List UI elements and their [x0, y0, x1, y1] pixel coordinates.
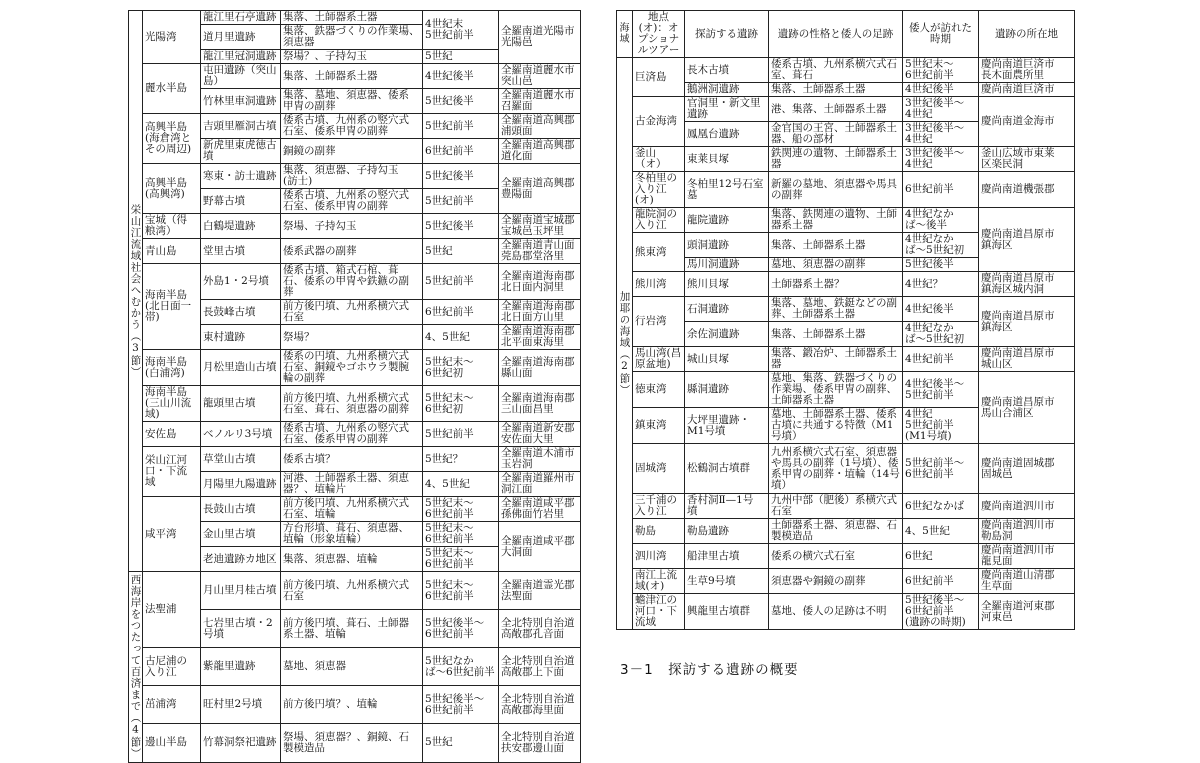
sea-area: 巨済島: [633, 58, 685, 97]
site-character: 倭系古墳、九州系横穴式石 室、葺石: [769, 58, 903, 83]
site-location: 全羅南道木浦市 玉岩洞: [499, 447, 581, 472]
sea-area: 高興半島 (海倉湾と その周辺): [143, 114, 201, 164]
site-character: 銅鏡の副葬: [281, 139, 423, 164]
site-row: [129, 648, 581, 686]
header-sea: 海域: [617, 11, 633, 58]
site-name: 熊川貝塚: [685, 272, 769, 297]
sea-area: 茁浦湾: [143, 686, 201, 724]
site-name: 鳳凰台遺跡: [685, 122, 769, 147]
site-character: 墓地、土師器系土器、倭系 古墳に共通する特徴（M1 号墳）: [769, 408, 903, 444]
site-location: 全羅南道高興郡 道化面: [499, 139, 581, 164]
visit-period: 6世紀前半: [903, 569, 979, 594]
site-location: 全羅南道海南郡 北日面方山里: [499, 300, 581, 325]
site-name: 松鶴洞古墳群: [685, 444, 769, 494]
visit-period: 6世紀なかば: [903, 494, 979, 519]
site-name: 興龍里古墳群: [685, 594, 769, 630]
sea-area: 古金海湾: [633, 97, 685, 147]
site-location: 全羅南道麗水市 突山邑: [499, 64, 581, 89]
site-character: 集落、鉄関連の遺物、土師 器系土器: [769, 208, 903, 233]
site-location: 慶尚南道泗川市 龍見面: [979, 544, 1075, 569]
sea-area: 高興半島 (高興湾): [143, 164, 201, 214]
site-location: 慶尚南道泗川市 勒島洞: [979, 519, 1075, 544]
site-location: 全北特別自治道 高敞郡上下面: [499, 648, 581, 686]
site-character: 墓地、須恵器: [281, 648, 423, 686]
site-name: 鵝洲洞遺跡: [685, 83, 769, 97]
visit-period: 4、5世紀: [903, 519, 979, 544]
site-character: 墓地、集落、鉄器づくりの 作業場、倭系甲冑の副葬、 土師器系土器: [769, 372, 903, 408]
site-name: 城山貝塚: [685, 347, 769, 372]
site-character: 祭場？、子持勾玉: [281, 50, 423, 64]
site-name: 屯田遺跡（突山島）: [201, 64, 281, 89]
site-row: [617, 347, 1075, 372]
site-location: 慶尚南道昌原市 馬山合浦区: [979, 372, 1075, 444]
visit-period: 4世紀前半: [903, 347, 979, 372]
visit-period: 4世紀なか ば〜後半: [903, 208, 979, 233]
site-name: 官洞里・新文里 遺跡: [685, 97, 769, 122]
site-character: 集落、鉄器づくりの作業場、 須恵器: [281, 25, 423, 50]
sea-area: 龍院洞の 入り江: [633, 208, 685, 233]
visit-period: 4世紀後半: [903, 83, 979, 97]
site-location: 全羅南道咸平郡 孫佛面竹岩里: [499, 497, 581, 522]
visit-period: 5世紀前半〜 6世紀前半: [903, 444, 979, 494]
site-name: 長鼓峰古墳: [201, 300, 281, 325]
visit-period: 5世紀末〜 6世紀前半: [423, 522, 499, 547]
site-row: [129, 447, 581, 472]
site-name: 石洞遺跡: [685, 297, 769, 322]
visit-period: 5世紀後半: [423, 214, 499, 239]
site-name: 香村洞Ⅱ—1号 墳: [685, 494, 769, 519]
site-name: 東莱貝塚: [685, 147, 769, 172]
sea-area: 熊川湾: [633, 272, 685, 297]
site-character: 土師器系土器？: [769, 272, 903, 297]
site-row: [617, 544, 1075, 569]
visit-period: 5世紀後半: [423, 89, 499, 114]
site-location: 全羅南道羅州市 洞江面: [499, 472, 581, 497]
visit-period: 5世紀末〜 6世紀前半: [423, 497, 499, 522]
visit-period: 5世紀？: [423, 447, 499, 472]
site-character: 前方後円墳、九州系横穴式 石室、埴輪: [281, 497, 423, 522]
site-character: 倭系古墳、九州系の竪穴式 石室、倭系甲冑の副葬: [281, 189, 423, 214]
site-row: [129, 239, 581, 264]
site-character: 鉄関連の遺物、土師器系土 器: [769, 147, 903, 172]
site-character: 前方後円墳、九州系横穴式 石室: [281, 572, 423, 610]
site-location: 慶尚南道山清郡 生草面: [979, 569, 1075, 594]
site-character: 祭場、子持勾玉: [281, 214, 423, 239]
site-character: 倭系古墳、九州系の竪穴式 石室、倭系甲冑の副葬: [281, 422, 423, 447]
visit-period: 4世紀？: [903, 272, 979, 297]
visit-period: 5世紀なか ば〜6世紀前半: [423, 648, 499, 686]
site-character: 集落、土師器系土器: [769, 83, 903, 97]
site-name: ベノルリ3号墳: [201, 422, 281, 447]
site-row: [617, 569, 1075, 594]
visit-period: 5世紀後半: [423, 164, 499, 189]
site-character: 港、集落、土師器系土器: [769, 97, 903, 122]
site-character: 倭系武器の副葬: [281, 239, 423, 264]
site-character: 土師器系土器、須恵器、石 製模造品: [769, 519, 903, 544]
site-character: 須恵器や銅鏡の副葬: [769, 569, 903, 594]
site-location: 全羅南道河東郡 河東邑: [979, 594, 1075, 630]
visit-period: 4世紀後半〜 5世紀前半: [903, 372, 979, 408]
site-location: 全羅南道青山面 莞島郡堂洛里: [499, 239, 581, 264]
site-name: 馬川洞遺跡: [685, 258, 769, 272]
site-row: [617, 83, 1075, 97]
visit-period: 4、5世紀: [423, 472, 499, 497]
site-name: 縣洞遺跡: [685, 372, 769, 408]
site-character: 前方後円墳、九州系横穴式 石室、葺石、須恵器の副葬: [281, 386, 423, 422]
site-location: 慶尚南道泗川市: [979, 494, 1075, 519]
site-location: 全北特別自治道 高敞郡孔音面: [499, 610, 581, 648]
site-name: 金山里古墳: [201, 522, 281, 547]
visit-period: 6世紀前半: [423, 300, 499, 325]
site-row: [617, 172, 1075, 208]
header-period: 倭人が訪れた 時期: [903, 11, 979, 58]
site-row: [129, 724, 581, 762]
visit-period: 5世紀末〜 6世紀前半: [423, 547, 499, 572]
site-name: 冬柏里12号石室 墓: [685, 172, 769, 208]
site-row: [617, 519, 1075, 544]
site-name: 月松里造山古墳: [201, 350, 281, 386]
right-sites-table: [616, 10, 1075, 630]
site-name: 勒島遺跡: [685, 519, 769, 544]
site-character: 集落、土師器系土器: [769, 322, 903, 347]
site-character: 集落、須恵器、埴輪: [281, 547, 423, 572]
site-name: 新虎里東虎徳古墳: [201, 139, 281, 164]
site-location: 全北特別自治道 扶安郡邊山面: [499, 724, 581, 762]
site-character: 集落、鍛冶炉、土師器系土 器: [769, 347, 903, 372]
site-location: 全羅南道新安郡 安佐面大里: [499, 422, 581, 447]
visit-period: 5世紀: [423, 724, 499, 762]
site-character: 倭系古墳、箱式石棺、葺 石、倭系の甲冑や鉄鏃の副 葬: [281, 264, 423, 300]
visit-period: 5世紀末〜 6世紀前半: [903, 58, 979, 83]
region-label: 栄山江流域社会へむかう（3節）: [129, 11, 143, 572]
sea-area: 熊東湾: [633, 233, 685, 272]
sea-area: 光陽湾: [143, 11, 201, 64]
site-name: 竹幕洞祭祀遺跡: [201, 724, 281, 762]
site-name: 月山里月桂古墳: [201, 572, 281, 610]
site-name: 頭洞遺跡: [685, 233, 769, 258]
site-row: [129, 264, 581, 300]
visit-period: 4世紀後半: [423, 64, 499, 89]
sea-area: 三千浦の 入り江: [633, 494, 685, 519]
site-location: 慶尚南道昌原市 鎮海区城内洞: [979, 272, 1075, 297]
site-row: [617, 444, 1075, 494]
visit-period: 4世紀なか ば〜5世紀初: [903, 322, 979, 347]
site-location: 全羅南道海南郡 縣山面: [499, 350, 581, 386]
left-sites-table: [128, 10, 581, 763]
site-location: 全羅南道海南郡 北日面内洞里: [499, 264, 581, 300]
site-character: 前方後円墳？、埴輪: [281, 686, 423, 724]
visit-period: 6世紀: [903, 544, 979, 569]
site-row: [617, 147, 1075, 172]
site-name: 旺村里2号墳: [201, 686, 281, 724]
visit-period: 4世紀後半: [903, 297, 979, 322]
visit-period: 4、5世紀: [423, 325, 499, 350]
site-name: 竹林里車洞遺跡: [201, 89, 281, 114]
site-character: 前方後円墳、九州系横穴式 石室: [281, 300, 423, 325]
sea-area: 海南半島 (三山川流 域): [143, 386, 201, 422]
visit-period: 5世紀後半〜 6世紀前半 (遺跡の時期): [903, 594, 979, 630]
site-location: 慶尚南道巨済市: [979, 83, 1075, 97]
site-location: 慶尚南道昌原市 城山区: [979, 347, 1075, 372]
site-character: 集落、墓地、須恵器、倭系 甲冑の副葬: [281, 89, 423, 114]
site-character: 倭系の横穴式石室: [769, 544, 903, 569]
site-row: [129, 114, 581, 139]
site-name: 吉頭里雁洞古墳: [201, 114, 281, 139]
site-name: 龍江里石亭遺跡: [201, 11, 281, 25]
site-location: 全北特別自治道 高敞郡海里面: [499, 686, 581, 724]
site-character: 倭系古墳？: [281, 447, 423, 472]
visit-period: 5世紀後半: [903, 258, 979, 272]
sea-area: 宝城（得 粮湾）: [143, 214, 201, 239]
visit-period: 5世紀: [423, 239, 499, 264]
site-character: 集落、土師器系土器: [769, 233, 903, 258]
sea-area: 馬山湾(昌 原盆地): [633, 347, 685, 372]
site-name: 七岩里古墳・2 号墳: [201, 610, 281, 648]
visit-period: 3世紀後半〜 4世紀: [903, 147, 979, 172]
site-row: [617, 594, 1075, 630]
site-character: 倭系古墳、九州系の竪穴式 石室、倭系甲冑の副葬: [281, 114, 423, 139]
site-character: 祭場？: [281, 325, 423, 350]
site-name: 老迪遺跡カ地区: [201, 547, 281, 572]
visit-period: 4世紀 5世紀前半 (M1号墳): [903, 408, 979, 444]
site-name: 堂里古墳: [201, 239, 281, 264]
header-point: 地点 (オ)：オ プショナ ルツアー: [633, 11, 685, 58]
site-location: 全羅南道霊光郡 法聖面: [499, 572, 581, 610]
sea-area: 鎮東湾: [633, 408, 685, 444]
site-row: [129, 572, 581, 610]
sea-area: 徳東湾: [633, 372, 685, 408]
site-name: 龍江里冠洞遺跡: [201, 50, 281, 64]
sea-area: 咸平湾: [143, 497, 201, 572]
sea-area: 蟾津江の 河口・下 流域: [633, 594, 685, 630]
site-character: 河港、土師器系土器、須恵 器？、埴輪片: [281, 472, 423, 497]
figure-caption: 3－1 探訪する遺跡の概要: [620, 662, 799, 678]
site-row: [617, 97, 1075, 122]
sea-area: 古尼浦の 入り江: [143, 648, 201, 686]
visit-period: 5世紀後半〜 6世紀前半: [423, 610, 499, 648]
site-character: 集落、土師器系土器: [281, 64, 423, 89]
sea-area: 固城湾: [633, 444, 685, 494]
sea-area: 安佐島: [143, 422, 201, 447]
site-name: 白鶴堤遺跡: [201, 214, 281, 239]
site-name: 草堂山古墳: [201, 447, 281, 472]
sea-area: 海南半島 (北日面一 帯): [143, 264, 201, 350]
site-location: 慶尚南道金海市: [979, 97, 1075, 147]
site-name: 長木古墳: [685, 58, 769, 83]
site-location: 慶尚南道巨済市 長木面農所里: [979, 58, 1075, 83]
site-row: [129, 214, 581, 239]
visit-period: 5世紀前半: [423, 189, 499, 214]
visit-period: 3世紀後半〜 4世紀: [903, 122, 979, 147]
visit-period: 5世紀前半: [423, 114, 499, 139]
site-location: 釜山広域市東莱 区楽民洞: [979, 147, 1075, 172]
site-row: [129, 64, 581, 89]
site-name: 余佐洞遺跡: [685, 322, 769, 347]
visit-period: 5世紀末〜 6世紀初: [423, 350, 499, 386]
header-location: 遺跡の所在地: [979, 11, 1075, 58]
site-character: 九州系横穴式石室、須恵器 や馬具の副葬（1号墳）、倭 系甲冑の副葬・埴輪（14号 墳）: [769, 444, 903, 494]
sea-area: 泗川湾: [633, 544, 685, 569]
site-row: [129, 422, 581, 447]
site-character: 集落、土師器系土器: [281, 11, 423, 25]
site-character: 九州中部（肥後）系横穴式 石室: [769, 494, 903, 519]
header-site: 探訪する遺跡: [685, 11, 769, 58]
site-character: 墓地、須恵器の副葬: [769, 258, 903, 272]
site-row: [129, 350, 581, 386]
visit-period: 6世紀前半: [903, 172, 979, 208]
site-location: 慶尚南道昌原市 鎮海区: [979, 208, 1075, 272]
header-row: [617, 11, 1075, 58]
site-location: 全羅南道海南郡 北平面東海里: [499, 325, 581, 350]
site-location: 全羅南道咸平郡 大洞面: [499, 522, 581, 572]
visit-period: 5世紀: [423, 50, 499, 64]
sea-area: 法聖浦: [143, 572, 201, 648]
site-row: [129, 164, 581, 189]
site-name: 紫龍里遺跡: [201, 648, 281, 686]
sea-area: 邊山半島: [143, 724, 201, 762]
site-name: 外島1・2号墳: [201, 264, 281, 300]
site-name: 野幕古墳: [201, 189, 281, 214]
header-character: 遺跡の性格と倭人の足跡: [769, 11, 903, 58]
visit-period: 5世紀前半: [423, 422, 499, 447]
visit-period: 5世紀前半: [423, 264, 499, 300]
visit-period: 5世紀後半〜 6世紀前半: [423, 686, 499, 724]
site-location: 慶尚南道昌原市 鎮海区: [979, 297, 1075, 347]
site-location: 慶尚南道機張郡: [979, 172, 1075, 208]
site-location: 全羅南道麗水市 召羅面: [499, 89, 581, 114]
site-location: 全羅南道海南郡 三山面昌里: [499, 386, 581, 422]
site-name: 月陽里九陽遺跡: [201, 472, 281, 497]
site-character: 集落、墓地、鉄鋌などの副 葬、土師器系土器: [769, 297, 903, 322]
site-row: [617, 208, 1075, 233]
site-row: [129, 11, 581, 25]
site-row: [129, 386, 581, 422]
site-name: 大坪里遺跡・ M1号墳: [685, 408, 769, 444]
site-name: 龍頭里古墳: [201, 386, 281, 422]
site-character: 方台形墳、葺石、須恵器、 埴輪（形象埴輪）: [281, 522, 423, 547]
visit-period: 6世紀前半: [423, 139, 499, 164]
site-character: 倭系の円墳、九州系横穴式 石室、銅鏡やゴホウラ製腕 輪の副葬: [281, 350, 423, 386]
visit-period: 5世紀末〜 6世紀初: [423, 386, 499, 422]
site-character: 新羅の墓地、須恵器や馬具 の副葬: [769, 172, 903, 208]
site-row: [617, 494, 1075, 519]
visit-period: 5世紀末〜 6世紀前半: [423, 572, 499, 610]
sea-area: 冬柏里の 入り江(オ): [633, 172, 685, 208]
visit-period: 3世紀後半〜 4世紀: [903, 97, 979, 122]
site-character: 金官国の王宮、土師器系土 器、船の部材: [769, 122, 903, 147]
site-location: 慶尚南道固城郡 固城邑: [979, 444, 1075, 494]
sea-area: 行岩湾: [633, 297, 685, 347]
site-location: 全羅南道高興郡 豊陽面: [499, 164, 581, 214]
site-row: [617, 297, 1075, 322]
sea-area: 南江上流 域(オ): [633, 569, 685, 594]
site-character: 集落、須恵器、子持勾玉 (訪士): [281, 164, 423, 189]
site-character: 祭場、須恵器？、銅鏡、石 製模造品: [281, 724, 423, 762]
site-row: [129, 686, 581, 724]
site-location: 全羅南道宝城郡 宝城邑玉坪里: [499, 214, 581, 239]
site-location: 全羅南道光陽市 光陽邑: [499, 11, 581, 64]
site-name: 東村遺跡: [201, 325, 281, 350]
site-character: 墓地、倭人の足跡は不明: [769, 594, 903, 630]
region-label: 加耶の海域（2節）: [617, 58, 633, 630]
site-name: 生草9号墳: [685, 569, 769, 594]
site-name: 龍院遺跡: [685, 208, 769, 233]
site-row: [129, 497, 581, 522]
site-name: 道月里遺跡: [201, 25, 281, 50]
region-label: 西海岸をつたって百済まで（4節）: [129, 572, 143, 763]
site-row: [617, 372, 1075, 408]
site-location: 全羅南道高興郡 浦頭面: [499, 114, 581, 139]
sea-area: 麗水半島: [143, 64, 201, 114]
visit-period: 4世紀なか ば〜5世紀初: [903, 233, 979, 258]
sea-area: 青山島: [143, 239, 201, 264]
site-name: 長鼓山古墳: [201, 497, 281, 522]
site-character: 前方後円墳、葺石、土師器 系土器、埴輪: [281, 610, 423, 648]
site-row: [617, 58, 1075, 83]
site-name: 寒東・訪士遺跡: [201, 164, 281, 189]
site-name: 船津里古墳: [685, 544, 769, 569]
sea-area: 海南半島 (白浦湾): [143, 350, 201, 386]
site-row: [617, 272, 1075, 297]
sea-area: 栄山江河 口・下流 域: [143, 447, 201, 497]
sea-area: 勒島: [633, 519, 685, 544]
visit-period: 4世紀末 5世紀前半: [423, 11, 499, 50]
sea-area: 釜山（オ）: [633, 147, 685, 172]
